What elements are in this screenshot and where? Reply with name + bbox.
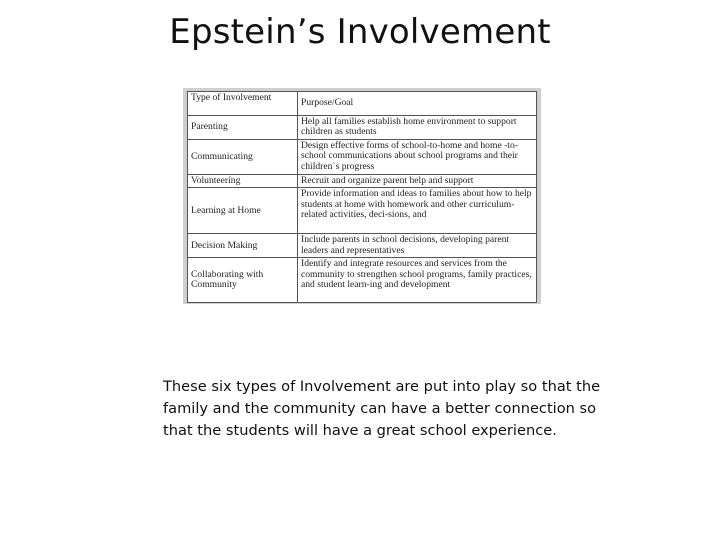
goal-cell: Design effective forms of school-to-home and home -to- school communications about school programs and their children`s progress: [298, 139, 537, 174]
table-row: [188, 139, 537, 174]
type-cell: Collaborating with Community: [188, 258, 298, 303]
header-purpose-goal: Purpose/Goal: [298, 92, 537, 116]
goal-cell: Identify and integrate resources and services from the community to strengthen school programs, family practices, and student learn-ing and development: [298, 258, 537, 303]
type-cell: Parenting: [188, 116, 298, 140]
involvement-table-image: [183, 88, 541, 304]
type-cell: Learning at Home: [188, 188, 298, 234]
goal-cell: Provide information and ideas to families about how to help students at home with homework and other curriculum-related activities, deci-sions, and: [298, 188, 537, 234]
slide-title: Epstein’s Involvement: [169, 12, 551, 52]
header-type-of-involvement: Type of Involvement: [188, 92, 298, 116]
table-header-row: [188, 92, 537, 116]
table-row: [188, 174, 537, 187]
table-row: [188, 116, 537, 140]
goal-cell: Include parents in school decisions, developing parent leaders and representatives: [298, 234, 537, 258]
type-cell: Volunteering: [188, 174, 298, 187]
table-row: [188, 188, 537, 234]
type-cell: Communicating: [188, 139, 298, 174]
goal-cell: Help all families establish home environment to support children as students: [298, 116, 537, 140]
type-cell: Decision Making: [188, 234, 298, 258]
table-row: [188, 234, 537, 258]
slide-description: These six types of Involvement are put into play so that the family and the community can have a better connection so that the students will have a great school experience.: [163, 378, 601, 439]
table-row: [188, 258, 537, 303]
goal-cell: Recruit and organize parent help and support: [298, 174, 537, 187]
involvement-table: [187, 91, 537, 303]
